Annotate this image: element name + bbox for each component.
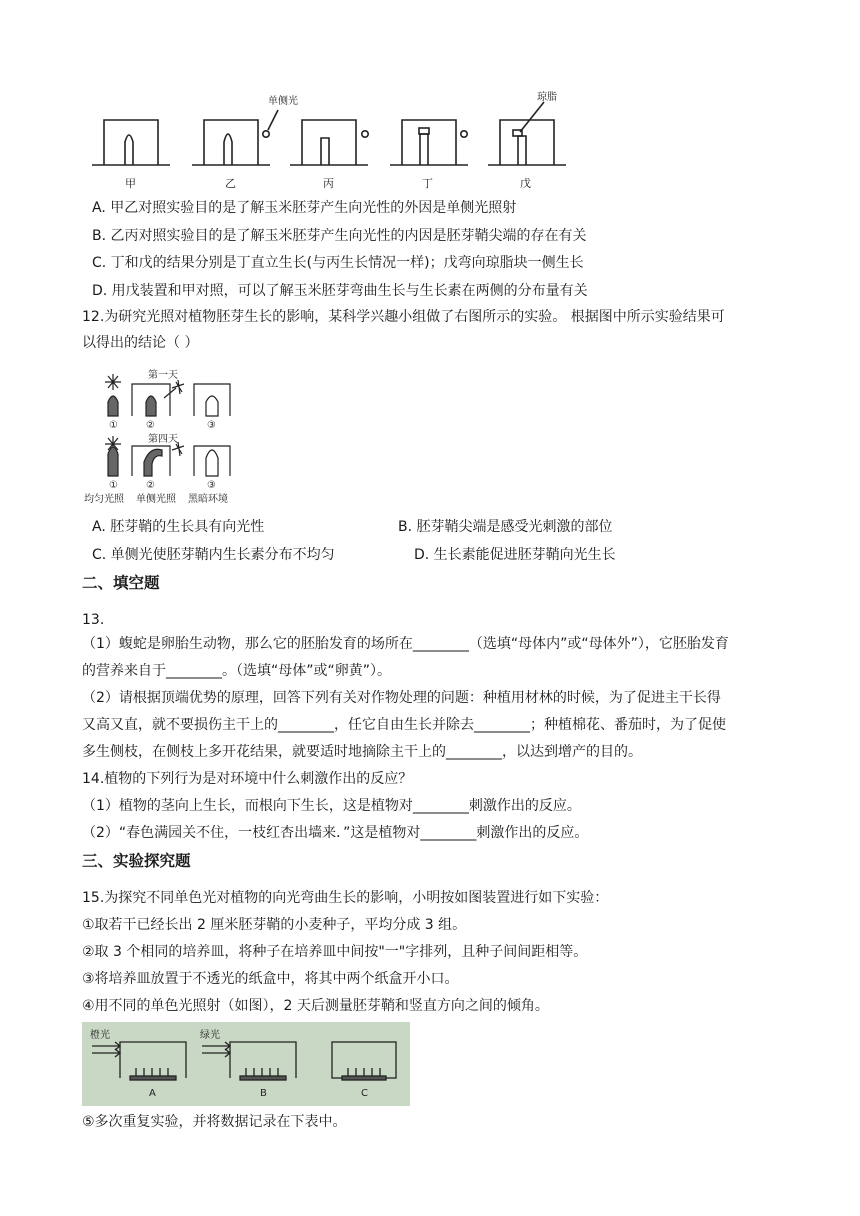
q15-step-3: ③将培养皿放置于不透光的纸盒中，将其中两个纸盒开小口。 [82,971,459,987]
num-1-top: ① [109,420,118,431]
q13-line-4: 又高又直，就不要损伤主干上的________，任它自由生长并除去________；种植棉花、番茄时，为了促使 [82,717,726,733]
num-3-top: ③ [207,420,216,431]
q15-stem: 15.为探究不同单色光对植物的向光弯曲生长的影响，小明按如图装置进行如下实验： [82,890,609,906]
q11-option-a: A. 甲乙对照实验目的是了解玉米胚芽产生向光性的外因是单侧光照射 [92,200,517,216]
q13-line-3: （2）请根据顶端优势的原理，回答下列有关对作物处理的问题：种植用材林的时候，为了促进主干长得 [82,690,721,706]
q12-option-a: A. 胚芽鞘的生长具有向光性 [92,519,265,535]
fig1-label-yi: 乙 [225,177,236,190]
q13-line-2: 的营养来自于________。（选填“母体”或“卵黄”）。 [82,663,392,679]
q13-line-5: 多生侧枝，在侧枝上多开花结果，就要适时地摘除主干上的________，以达到增产的目的。 [82,744,642,760]
annot-agar: 琼脂 [537,92,557,103]
q12-stem-line2: 以得出的结论（ ） [82,335,199,351]
label-day1: 第一天 [148,370,178,381]
fig1-label-bing: 丙 [323,177,334,190]
q14-line-2: （2）“春色满园关不住，一枝红杏出墙来．”这是植物对________刺激作出的反应。 [82,825,589,841]
q12-stem-line1: 12.为研究光照对植物胚芽生长的影响，某科学兴趣小组做了右图所示的实验。 根据图中所示实验结果可 [82,309,725,325]
num-1-bottom: ① [109,480,118,491]
label-green-light: 绿光 [200,1030,220,1041]
q11-option-d: D. 用戊装置和甲对照，可以了解玉米胚芽弯曲生长与生长素在两侧的分布量有关 [92,283,588,299]
q12-option-d: D. 生长素能促进胚芽鞘向光生长 [414,547,616,563]
label-uniform-light: 均匀光照 [84,494,124,505]
label-dark: 黑暗环境 [188,494,228,505]
num-2-bottom: ② [146,480,155,491]
num-2-top: ② [146,420,155,431]
q15-step-4: ④用不同的单色光照射（如图），2 天后测量胚芽鞘和竖直方向之间的倾角。 [82,998,549,1014]
q14-line-1: （1）植物的茎向上生长，而根向下生长，这是植物对________刺激作出的反应。 [82,798,581,814]
q11-option-c: C. 丁和戊的结果分别是丁直立生长(与丙生长情况一样)；戊弯向琼脂块一侧生长 [92,255,584,271]
label-orange-light: 橙光 [90,1030,110,1041]
q13-line-1: （1）蝮蛇是卵胎生动物，那么它的胚胎发育的场所在________（选填“母体内”或“母体外”），它胚胎发育 [82,636,729,652]
box-label-b: B [260,1088,267,1099]
label-single-light: 单侧光照 [136,494,176,505]
q13-number: 13. [82,612,105,628]
section-title-fill-blank: 二、填空题 [82,574,160,592]
q12-option-b: B. 胚芽鞘尖端是感受光刺激的部位 [398,519,613,535]
figure-light-experiment [84,366,254,506]
num-3-bottom: ③ [207,480,216,491]
section-title-experiment: 三、实验探究题 [82,852,191,870]
figure-monochrome-light-boxes [82,1022,410,1106]
box-label-a: A [149,1088,156,1099]
figure-coleoptile-boxes [92,90,572,194]
annot-single-light: 单侧光 [268,96,298,107]
fig1-label-jia: 甲 [125,177,136,190]
label-day4: 第四天 [148,434,178,445]
q11-option-b: B. 乙丙对照实验目的是了解玉米胚芽产生向光性的内因是胚芽鞘尖端的存在有关 [92,228,587,244]
fig1-label-ding: 丁 [422,177,433,190]
fig1-label-wu: 戊 [520,177,531,190]
q15-step-2: ②取 3 个相同的培养皿，将种子在培养皿中间按"一"字排列，且种子间间距相等。 [82,944,588,960]
q15-step-1: ①取若干已经长出 2 厘米胚芽鞘的小麦种子，平均分成 3 组。 [82,917,467,933]
q14-stem: 14.植物的下列行为是对环境中什么刺激作出的反应？ [82,771,413,787]
box-label-c: C [361,1088,368,1099]
q12-option-c: C. 单侧光使胚芽鞘内生长素分布不均匀 [92,547,335,563]
q15-step-5: ⑤多次重复实验，并将数据记录在下表中。 [82,1114,347,1130]
